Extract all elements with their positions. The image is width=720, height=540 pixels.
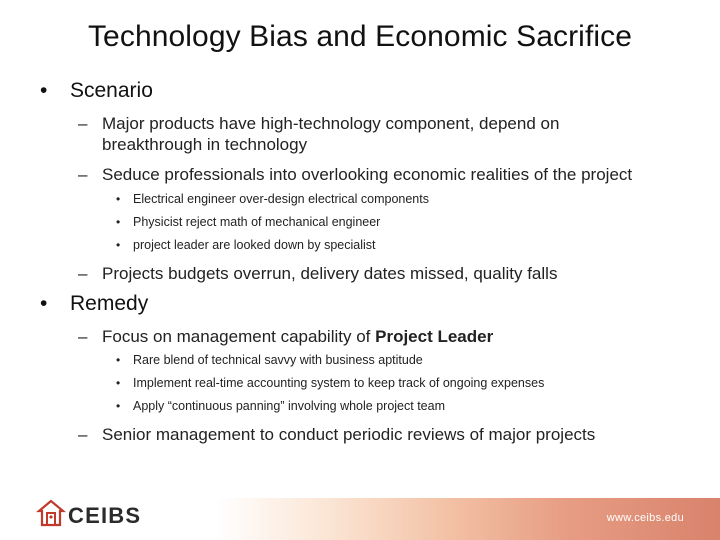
dash-icon: – xyxy=(78,425,88,444)
dash-icon: – xyxy=(78,165,88,184)
bullet-icon: • xyxy=(116,192,121,206)
bullet-icon: • xyxy=(40,292,48,315)
dash-icon: – xyxy=(78,327,88,346)
sub-list-item-text: project leader are looked down by specialist xyxy=(133,238,376,252)
section-label: Scenario xyxy=(70,79,153,102)
slide-title: Technology Bias and Economic Sacrifice xyxy=(87,20,633,53)
list-item-text: Projects budgets overrun, delivery dates missed, quality falls xyxy=(102,264,558,283)
bullet-icon: • xyxy=(116,215,121,229)
sub-list-item-text: Rare blend of technical savvy with business aptitude xyxy=(133,353,423,367)
list-item-text: Senior management to conduct periodic reviews of major projects xyxy=(102,425,596,444)
section-label: Remedy xyxy=(70,292,149,315)
sub-list-item-text: Electrical engineer over-design electrical components xyxy=(133,192,429,206)
sub-list-item-text: Physicist reject math of mechanical engineer xyxy=(133,215,381,229)
bullet-icon: • xyxy=(116,238,121,252)
ceibs-emblem-icon xyxy=(36,498,66,528)
list-item-text: Major products have high-technology component, depend on breakthrough in technology xyxy=(102,114,560,154)
logo-text: CEIBS xyxy=(68,503,142,528)
bullet-icon: • xyxy=(116,399,121,413)
footer-url: www.ceibs.edu xyxy=(606,512,684,524)
bullet-icon: • xyxy=(116,376,121,390)
ceibs-logo xyxy=(36,498,146,532)
list-item-text-bold: Project Leader xyxy=(375,327,494,346)
list-item-text: Seduce professionals into overlooking economic realities of the project xyxy=(102,165,633,184)
bullet-icon: • xyxy=(116,353,121,367)
list-item-text xyxy=(102,326,682,347)
dash-icon: – xyxy=(78,114,88,133)
list-item-text-prefix: Focus on management capability of xyxy=(102,327,376,346)
sub-list-item-text: Implement real-time accounting system to keep track of ongoing expenses xyxy=(133,376,545,390)
bullet-icon: • xyxy=(40,79,48,102)
sub-list-item-text: Apply “continuous panning” involving whole project team xyxy=(133,399,445,413)
dash-icon: – xyxy=(78,264,88,283)
